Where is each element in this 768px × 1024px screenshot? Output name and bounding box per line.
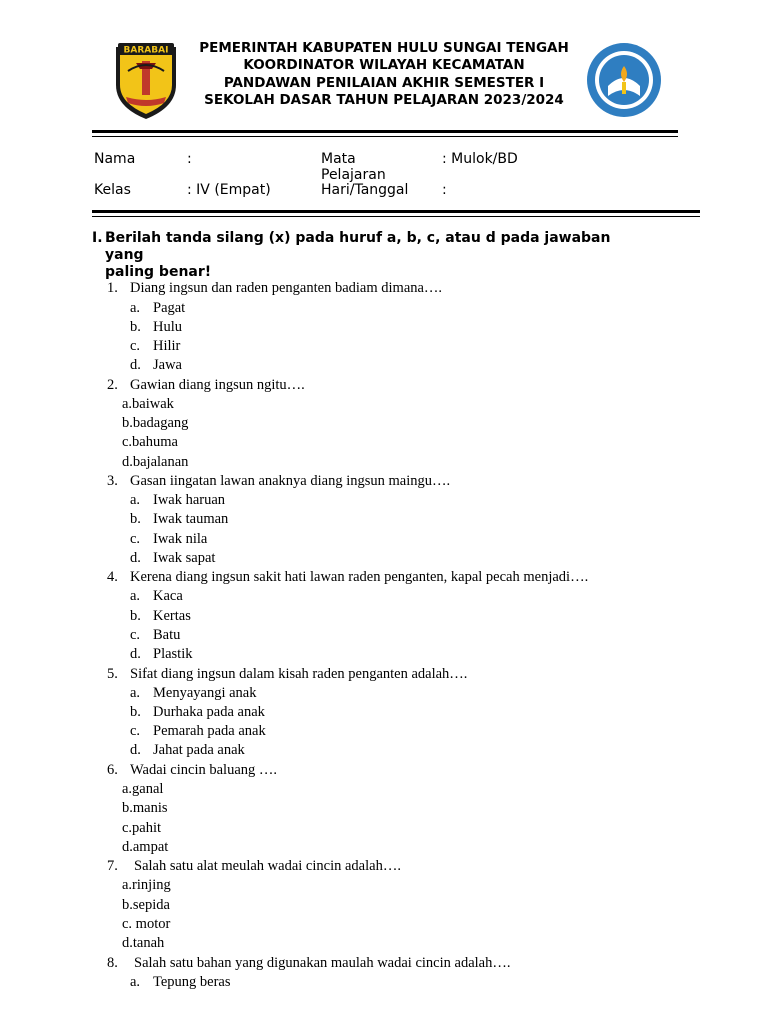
nama-label: Nama — [94, 151, 136, 167]
option-letter: c. — [130, 627, 141, 643]
identity-divider-thick — [92, 210, 700, 213]
option-text: Iwak haruan — [153, 492, 226, 508]
letterhead-line-2: KOORDINATOR WILAYAH KECAMATAN — [243, 57, 525, 74]
letterhead — [186, 40, 582, 109]
option[interactable]: c.bahuma — [122, 434, 178, 450]
instruction-line-2: paling benar! — [105, 264, 212, 280]
option-letter: b. — [130, 608, 141, 624]
option[interactable]: d.tanah — [122, 935, 165, 951]
question-text: Sifat diang ingsun dalam kisah raden penganten adalah…. — [130, 666, 468, 682]
question-number: 4. — [107, 569, 118, 585]
letterhead-line-4: SEKOLAH DASAR TAHUN PELAJARAN 2023/2024 — [204, 91, 564, 108]
identity-divider-thin — [92, 216, 700, 217]
option[interactable]: d.bajalanan — [122, 454, 189, 470]
kelas-label: Kelas — [94, 182, 131, 198]
question-number: 3. — [107, 473, 118, 489]
option-letter: d. — [130, 357, 141, 373]
option[interactable]: a.rinjing — [122, 877, 171, 893]
tut-wuri-handayani-logo — [586, 42, 662, 118]
option-text: Tepung beras — [153, 974, 231, 990]
svg-text:BARABAI: BARABAI — [123, 45, 169, 56]
question-text: Diang ingsun dan raden penganten badiam dimana…. — [130, 280, 443, 296]
instruction-number: I. — [92, 230, 103, 246]
hari-label: Hari/Tanggal — [321, 182, 409, 198]
option-letter: c. — [130, 531, 141, 547]
question-number: 2. — [107, 377, 118, 393]
option-text: Pagat — [153, 300, 186, 316]
question-number: 1. — [107, 280, 118, 296]
mapel-label-line-1: Mata — [321, 151, 356, 167]
option-text: Pemarah pada anak — [153, 723, 266, 739]
option-letter: c. — [130, 723, 141, 739]
option-letter: a. — [130, 685, 141, 701]
option-letter: b. — [130, 319, 141, 335]
question-number: 6. — [107, 762, 118, 778]
question-text: Salah satu bahan yang digunakan maulah wadai cincin adalah…. — [134, 955, 511, 971]
option-text: Kertas — [153, 608, 191, 624]
option-letter: a. — [130, 588, 141, 604]
option-text: Jahat pada anak — [153, 742, 245, 758]
option[interactable]: a.ganal — [122, 781, 164, 797]
option-letter: a. — [130, 300, 141, 316]
option-letter: b. — [130, 704, 141, 720]
question-text: Gawian diang ingsun ngitu…. — [130, 377, 305, 393]
option-text: Iwak tauman — [153, 511, 229, 527]
instruction-text — [105, 230, 645, 281]
question-text: Kerena diang ingsun sakit hati lawan raden penganten, kapal pecah menjadi…. — [130, 569, 589, 585]
question-text: Salah satu alat meulah wadai cincin adalah…. — [134, 858, 401, 874]
mapel-value: : Mulok/BD — [442, 151, 518, 167]
option-letter: d. — [130, 646, 141, 662]
option-letter: d. — [130, 742, 141, 758]
letterhead-line-3: PANDAWAN PENILAIAN AKHIR SEMESTER I — [223, 74, 545, 91]
option[interactable]: b.sepida — [122, 897, 170, 913]
kelas-value: : IV (Empat) — [187, 182, 271, 198]
option-text: Iwak nila — [153, 531, 208, 547]
question-text: Gasan iingatan lawan anaknya diang ingsun maingu…. — [130, 473, 451, 489]
instruction-line-1: Berilah tanda silang (x) pada huruf a, b, c, atau d pada jawaban yang — [105, 230, 611, 263]
option-text: Hilir — [153, 338, 181, 354]
option[interactable]: d.ampat — [122, 839, 169, 855]
question-number: 5. — [107, 666, 118, 682]
option-letter: a. — [130, 492, 141, 508]
option-letter: a. — [130, 974, 141, 990]
option-letter: d. — [130, 550, 141, 566]
option-text: Batu — [153, 627, 181, 643]
header-divider-thin — [92, 136, 678, 137]
kabupaten-logo — [112, 41, 180, 121]
mapel-label — [321, 151, 386, 183]
option[interactable]: b.badagang — [122, 415, 189, 431]
option[interactable]: c.pahit — [122, 820, 162, 836]
option-text: Menyayangi anak — [153, 685, 257, 701]
question-number: 7. — [107, 858, 118, 874]
option[interactable]: b.manis — [122, 800, 168, 816]
header-divider-thick — [92, 130, 678, 133]
option-text: Plastik — [153, 646, 193, 662]
option-text: Iwak sapat — [153, 550, 216, 566]
question-number: 8. — [107, 955, 118, 971]
letterhead-line-1: PEMERINTAH KABUPATEN HULU SUNGAI TENGAH — [199, 40, 569, 56]
mapel-label-line-2: Pelajaran — [321, 167, 386, 183]
question-text: Wadai cincin baluang …. — [130, 762, 278, 778]
option[interactable]: a.baiwak — [122, 396, 174, 412]
option-text: Kaca — [153, 588, 183, 604]
option-text: Hulu — [153, 319, 182, 335]
option[interactable]: c. motor — [122, 916, 171, 932]
option-text: Durhaka pada anak — [153, 704, 265, 720]
hari-value: : — [442, 182, 447, 198]
option-letter: c. — [130, 338, 141, 354]
nama-value: : — [187, 151, 192, 167]
option-text: Jawa — [153, 357, 182, 373]
option-letter: b. — [130, 511, 141, 527]
